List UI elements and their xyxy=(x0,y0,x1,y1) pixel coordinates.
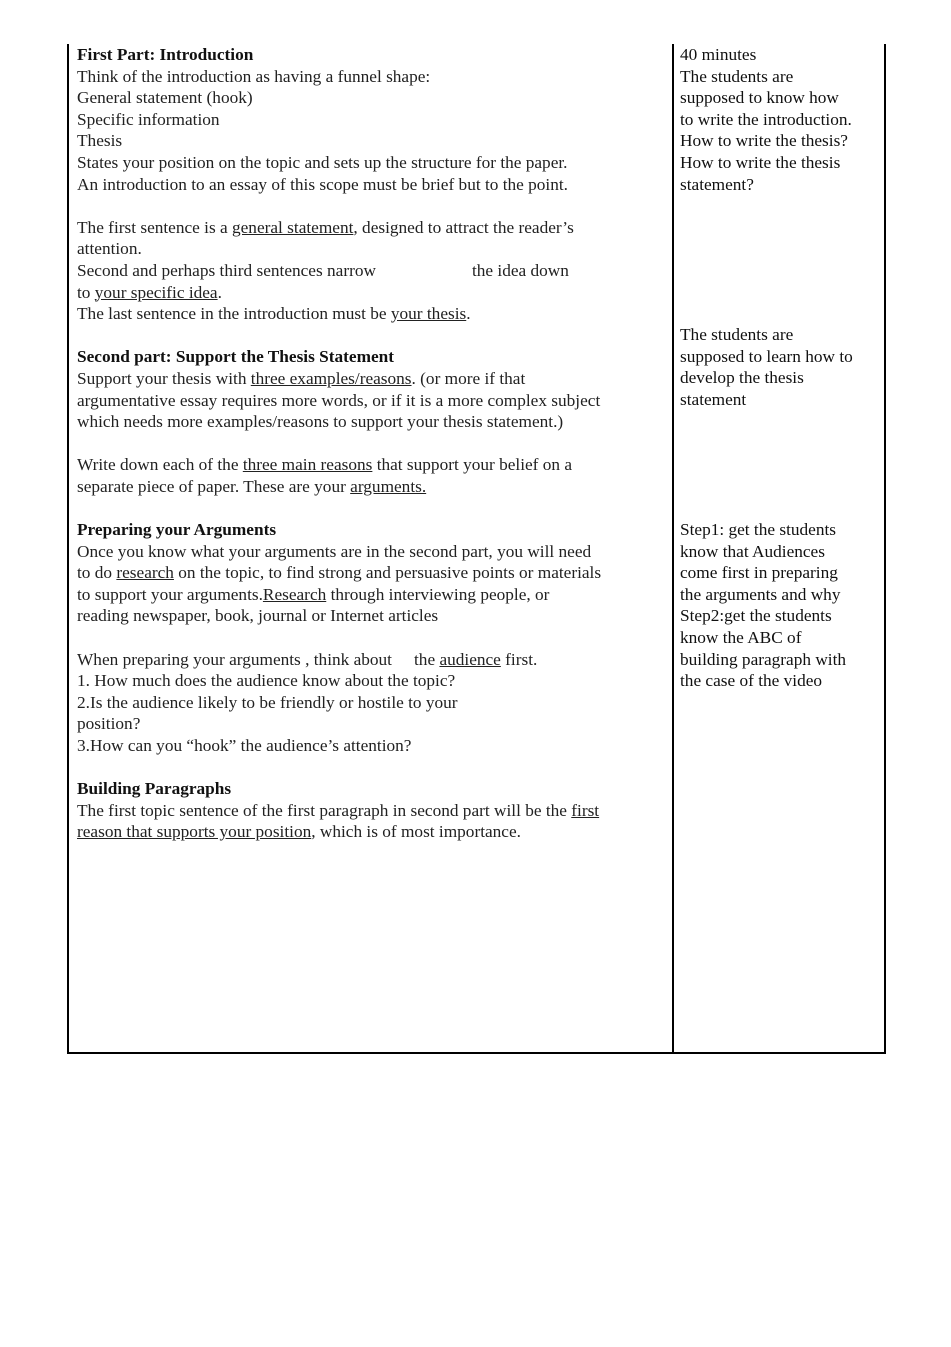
underlined-term: research xyxy=(116,563,174,583)
intro-paragraph-line: to your specific idea. xyxy=(77,282,222,302)
lesson-plan-table xyxy=(67,44,886,1054)
note-line: The students are xyxy=(680,325,794,344)
question-item: 2.Is the audience likely to be friendly or hostile to your xyxy=(77,692,458,712)
note-line: 40 minutes xyxy=(680,45,757,64)
underlined-term: Research xyxy=(262,584,327,604)
note-line: know the ABC of xyxy=(680,627,802,647)
preparing-line: to do research on the topic, to find strong and persuasive points or materials xyxy=(77,563,602,583)
intro-line: Think of the introduction as having a funnel shape: xyxy=(77,66,431,86)
building-line: The first topic sentence of the first paragraph in second part will be the first xyxy=(77,800,600,820)
underlined-term: your specific idea xyxy=(94,282,218,302)
intro-line: Specific information xyxy=(77,109,220,129)
note-line: How to write the thesis xyxy=(680,152,841,172)
intro-line: Thesis xyxy=(77,131,123,151)
note-line: The students are xyxy=(680,66,794,86)
support-line: Write down each of the three main reasons that support your belief on a xyxy=(77,455,573,475)
section-heading-preparing: Preparing your Arguments xyxy=(77,520,277,540)
note-line: come first in preparing xyxy=(680,563,838,583)
support-line: Support your thesis with three examples/reasons. (or more if that xyxy=(77,368,526,388)
column-divider xyxy=(672,44,674,1052)
intro-line: States your position on the topic and sets up the structure for the paper. xyxy=(77,152,568,172)
intro-paragraph-line: attention. xyxy=(77,239,142,259)
note-line: supposed to know how xyxy=(680,88,839,108)
preparing-line: Once you know what your arguments are in the second part, you will need xyxy=(77,541,592,561)
section-heading-building: Building Paragraphs xyxy=(77,779,232,799)
underlined-term: three main reasons xyxy=(242,455,373,475)
support-line: which needs more examples/reasons to support your thesis statement.) xyxy=(77,412,564,432)
support-line: argumentative essay requires more words, or if it is a more complex subject xyxy=(77,390,601,410)
question-item: 3.How can you “hook” the audience’s attention? xyxy=(77,736,412,755)
note-line: the arguments and why xyxy=(680,584,841,604)
intro-paragraph-line: Second and perhaps third sentences narrow the idea down xyxy=(77,260,569,280)
content-column xyxy=(77,44,667,843)
underlined-term: three examples/reasons xyxy=(250,368,412,388)
note-line: Step1: get the students xyxy=(680,520,836,539)
note-line: How to write the thesis? xyxy=(680,131,848,151)
support-line: separate piece of paper. These are your arguments. xyxy=(77,476,427,496)
notes-block-steps xyxy=(680,519,880,692)
notes-block-introduction xyxy=(680,44,880,195)
note-line: statement? xyxy=(680,174,754,194)
note-line: know that Audiences xyxy=(680,541,825,561)
preparing-line: reading newspaper, book, journal or Internet articles xyxy=(77,606,439,626)
intro-line: An introduction to an essay of this scope must be brief but to the point. xyxy=(77,174,568,194)
underlined-term: general statement xyxy=(232,217,354,237)
underlined-term: audience xyxy=(439,649,501,669)
note-line: to write the introduction. xyxy=(680,109,852,129)
underlined-term: reason that supports your position xyxy=(77,822,312,842)
note-line: Step2:get the students xyxy=(680,606,832,626)
building-line: reason that supports your position, which is of most importance. xyxy=(77,822,521,842)
note-line: building paragraph with xyxy=(680,649,847,669)
section-heading-support: Second part: Support the Thesis Statement xyxy=(77,347,395,367)
intro-paragraph-line: The last sentence in the introduction must be your thesis. xyxy=(77,304,471,324)
section-heading-introduction: First Part: Introduction xyxy=(77,45,254,64)
underlined-term: your thesis xyxy=(390,304,467,324)
note-line: statement xyxy=(680,389,747,409)
note-line: the case of the video xyxy=(680,671,823,691)
notes-block-support xyxy=(680,324,880,410)
intro-line: General statement (hook) xyxy=(77,88,253,108)
note-line: supposed to learn how to xyxy=(680,346,853,366)
question-item: position? xyxy=(77,714,141,734)
underlined-term: arguments. xyxy=(350,476,427,496)
intro-paragraph-line: The first sentence is a general statement, designed to attract the reader’s xyxy=(77,217,574,237)
question-item: 1. How much does the audience know about the topic? xyxy=(77,671,456,691)
underlined-term: first xyxy=(571,800,600,820)
note-line: develop the thesis xyxy=(680,368,804,388)
preparing-line: to support your arguments.Research through interviewing people, or xyxy=(77,584,550,604)
preparing-line: When preparing your arguments , think about the audience first. xyxy=(77,649,538,669)
